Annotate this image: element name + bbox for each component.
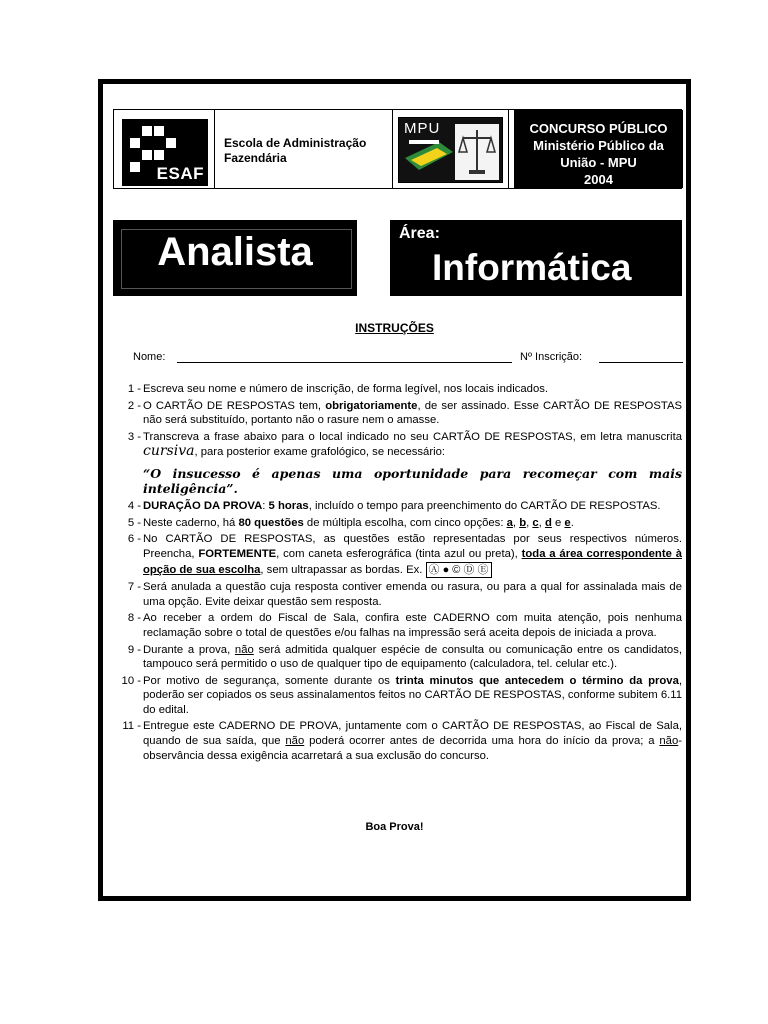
item-text-bold: FORTEMENTE bbox=[198, 547, 277, 560]
item-number: 6 - bbox=[127, 533, 141, 546]
boa-prova: Boa Prova! bbox=[365, 821, 424, 833]
instrucoes-title: INSTRUÇÕES bbox=[355, 321, 434, 335]
scales-of-justice-icon bbox=[399, 118, 502, 182]
instruction-item-7 bbox=[113, 580, 682, 609]
item-text: , de ser assinado. Esse CARTÃO DE RESPOSTAS não será substituído, portanto não o rasure nem o amasse. bbox=[143, 399, 683, 427]
area-label: Área: bbox=[399, 225, 440, 242]
nome-field-line bbox=[177, 362, 512, 363]
option-c: c bbox=[532, 516, 539, 529]
concurso-line-4: 2004 bbox=[584, 172, 613, 187]
concurso-line-1: CONCURSO PÚBLICO bbox=[529, 121, 668, 136]
sep: , bbox=[526, 516, 533, 529]
item-text: Por motivo de segurança, somente durante os bbox=[143, 674, 396, 687]
item-text-underline: não bbox=[234, 643, 254, 656]
concurso-line-3: União - MPU bbox=[560, 155, 637, 170]
item-text: , para posterior exame grafológico, se necessário: bbox=[194, 446, 446, 459]
cargo-title: Analista bbox=[157, 230, 313, 274]
item-text: de múltipla escolha, com cinco opções: bbox=[303, 516, 507, 529]
option-a: a bbox=[506, 516, 513, 529]
escola-name: Escola de Administração Fazendária bbox=[224, 136, 367, 165]
instruction-item-1 bbox=[113, 382, 682, 397]
concurso-line-2: Ministério Público da bbox=[533, 138, 664, 153]
nome-row bbox=[133, 351, 683, 367]
option-b: b bbox=[519, 516, 527, 529]
esaf-logo-text: ESAF bbox=[156, 164, 204, 183]
nome-label: Nome: bbox=[133, 351, 166, 363]
item-number: 8 - bbox=[127, 612, 141, 625]
option-d: d bbox=[544, 516, 552, 529]
option-e: e bbox=[564, 516, 571, 529]
item-text: , poderão ser copiados os seus assinalamentos feitos no CARTÃO DE RESPOSTAS, conforme subitem 6.11 do edital. bbox=[143, 674, 682, 716]
exam-cover-frame bbox=[98, 79, 691, 901]
instruction-item-4 bbox=[113, 499, 682, 514]
item-text: poderá ocorrer antes de decorrida uma hora do início da prova; a bbox=[304, 735, 660, 748]
instruction-item-5 bbox=[113, 516, 682, 531]
instruction-item-9 bbox=[113, 643, 682, 672]
item-text-bold: 5 horas bbox=[268, 500, 309, 513]
esaf-logo bbox=[122, 119, 208, 186]
item-number: 7 - bbox=[127, 581, 141, 594]
item-text: Durante a prova, bbox=[143, 643, 235, 656]
instruction-item-11 bbox=[113, 719, 682, 763]
mpu-logo-text: MPU bbox=[404, 120, 441, 137]
item-text: , incluído o tempo para preenchimento do CARTÃO DE RESPOSTAS. bbox=[308, 500, 661, 513]
mpu-logo-cell bbox=[392, 110, 509, 188]
item-text-bold: obrigatoriamente bbox=[325, 399, 418, 412]
item-number: 5 - bbox=[127, 516, 141, 529]
item-text: : bbox=[262, 500, 269, 513]
item-number: 3 - bbox=[127, 430, 141, 443]
item-text: Escreva seu nome e número de inscrição, de forma legível, nos locais indicados. bbox=[143, 383, 549, 395]
sep: , bbox=[512, 516, 520, 529]
header-table bbox=[113, 109, 682, 189]
item-text: será admitida qualquer espécie de consulta ou comunicação entre os candidatos, tampouco será permitido o uso de qualquer tipo de equipamento (calculadora, tel. celular etc.). bbox=[143, 643, 682, 671]
item-number: 11 - bbox=[122, 720, 141, 733]
answer-example-box: Ⓐ ● © Ⓓ Ⓔ bbox=[426, 562, 492, 579]
item-text: O CARTÃO DE RESPOSTAS tem, bbox=[143, 399, 326, 412]
cursive-word: cursiva bbox=[143, 443, 195, 460]
area-box bbox=[390, 220, 682, 296]
inscricao-label: Nº Inscrição: bbox=[520, 351, 583, 363]
item-text: , sem ultrapassar as bordas. Ex. bbox=[260, 563, 426, 576]
instruction-item-6 bbox=[113, 532, 682, 578]
item-text-underline: não bbox=[285, 735, 305, 748]
item-number: 1 - bbox=[127, 383, 141, 395]
instruction-item-2 bbox=[113, 399, 682, 428]
item-text: , com caneta esferográfica (tinta azul ou preta), bbox=[276, 547, 522, 560]
cargo-box bbox=[113, 220, 357, 296]
esaf-logo-cell bbox=[114, 110, 215, 188]
sep: . bbox=[570, 516, 574, 529]
instruction-item-10 bbox=[113, 674, 682, 718]
item-text-bold-underline: toda a área correspondente à opção de sua escolha bbox=[143, 547, 682, 576]
item-text: Entregue este CADERNO DE PROVA, juntamente com o CARTÃO DE RESPOSTAS, ao Fiscal de Sala, quando de sua saída, que bbox=[143, 720, 682, 748]
item-text-bold: 80 questões bbox=[238, 516, 304, 529]
sep: , bbox=[538, 516, 545, 529]
item-text: Transcreva a frase abaixo para o local indicado no seu CARTÃO DE RESPOSTAS, em letra manuscrita bbox=[143, 430, 682, 443]
instructions-list bbox=[113, 382, 682, 765]
area-title: Informática bbox=[432, 247, 632, 288]
item-number: 10 - bbox=[121, 674, 141, 687]
inscricao-field-line bbox=[599, 362, 683, 363]
item-text: Ao receber a ordem do Fiscal de Sala, confira este CADERNO com muita atenção, pois nenhuma reclamação sobre o total de questões e/ou falhas na impressão será aceita depois de iniciada a prova. bbox=[143, 612, 682, 639]
item-number: 9 - bbox=[127, 643, 141, 656]
frase-cursiva: “O insucesso é apenas uma oportunidade para recomeçar com mais inteligência”. bbox=[143, 465, 682, 496]
item-text-bold: DURAÇÃO DA PROVA bbox=[143, 500, 263, 513]
item-number: 4 - bbox=[127, 500, 141, 513]
mpu-logo bbox=[398, 117, 503, 183]
concurso-info bbox=[514, 110, 683, 188]
item-text: Será anulada a questão cuja resposta contiver emenda ou rasura, ou para a qual for assinalada mais de uma opção. Evite deixar questão sem resposta. bbox=[143, 581, 682, 608]
item-text: No CARTÃO DE RESPOSTAS, as questões estão representadas por seus respectivos números. Preencha, bbox=[143, 533, 682, 560]
item-text-underline: não bbox=[659, 735, 679, 748]
item-number: 2 - bbox=[127, 399, 141, 412]
sep: e bbox=[551, 516, 565, 529]
instruction-item-3 bbox=[113, 430, 682, 496]
item-text: -observância dessa exigência acarretará a sua exclusão do concurso. bbox=[143, 735, 682, 762]
instruction-item-8 bbox=[113, 611, 682, 640]
item-text-bold: trinta minutos que antecedem o término da prova bbox=[395, 674, 679, 687]
item-text: Neste caderno, há bbox=[143, 516, 239, 529]
